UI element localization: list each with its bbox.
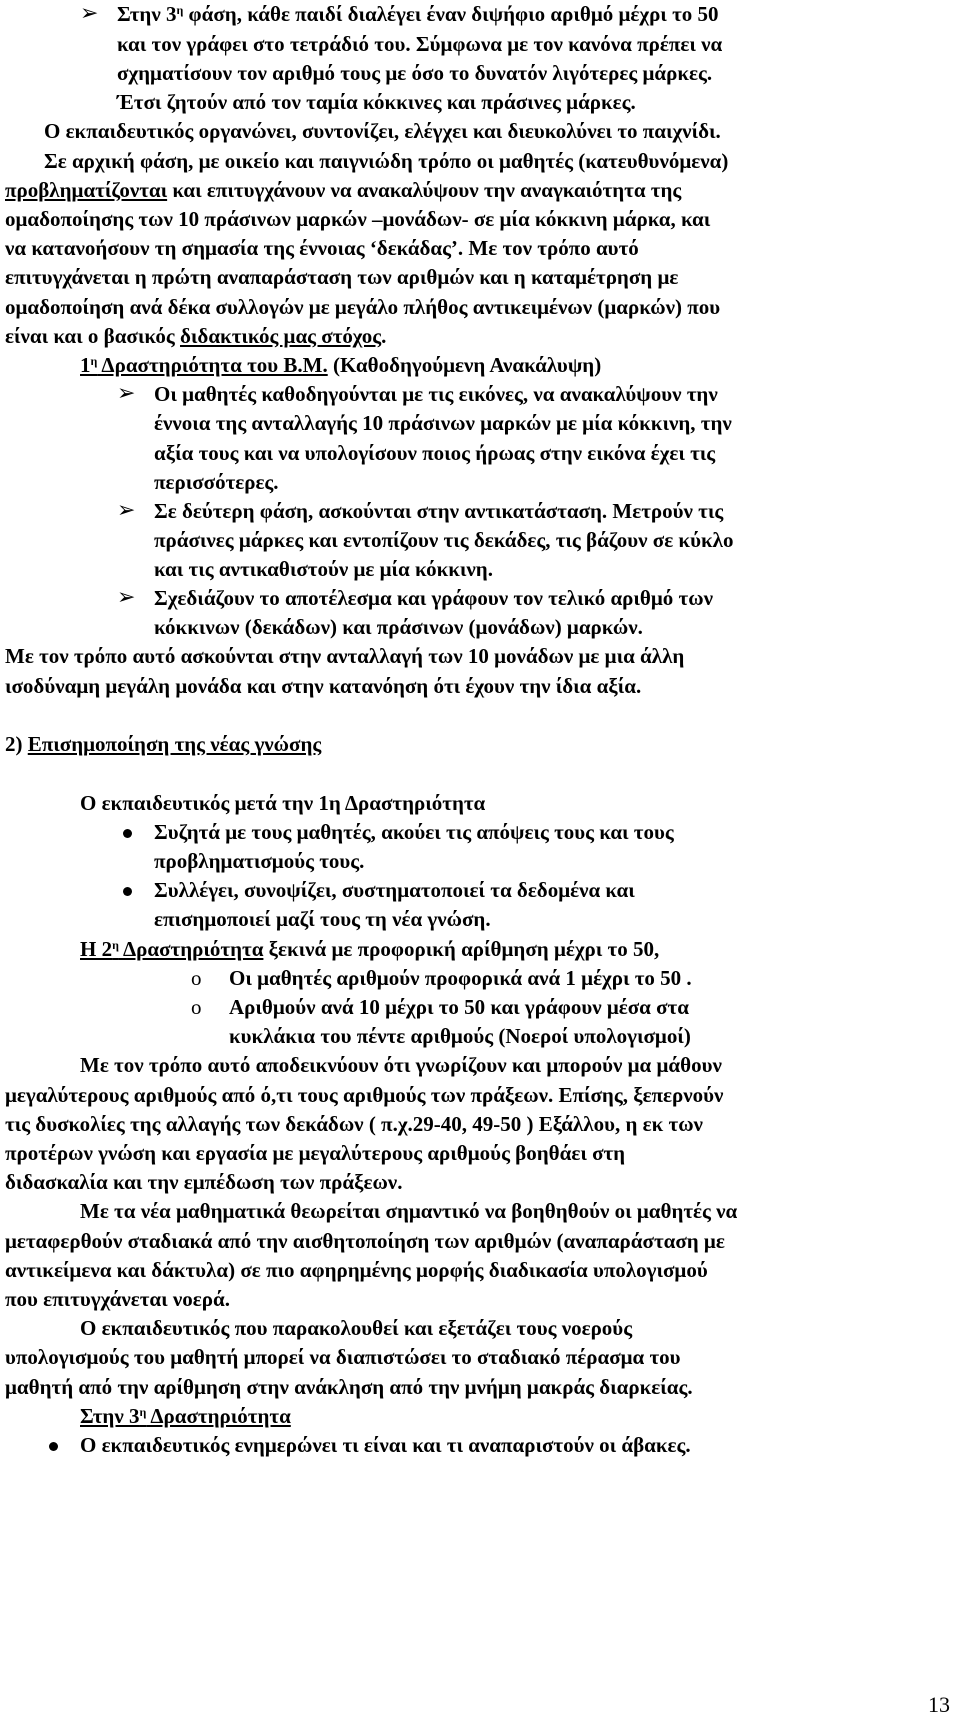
circle-bullet-icon: o [191, 995, 202, 1019]
bullet-dot-icon [123, 887, 132, 896]
arrow1-line4: περισσότερες. [154, 470, 279, 494]
dot1-line1: Συζητά με τους μαθητές, ακούει τις απόψεις τους και τους [154, 820, 674, 844]
p3-line2: ισοδύναμη μεγάλη μονάδα και στην κατανόηση ότι έχουν την ίδια αξία. [5, 674, 642, 698]
p6-line2: υπολογισμούς του μαθητή μπορεί να διαπιστώσει το σταδιακό πέρασμα του [5, 1345, 681, 1369]
underlined-word: προβληματίζονται [5, 178, 168, 202]
arrow3-line2: κόκκινων (δεκάδων) και πράσινων (μονάδων) μαρκών. [154, 615, 643, 639]
p4-line4: προτέρων γνώση και εργασία με μεγαλύτερους αριθμούς βοηθάει στη [5, 1141, 626, 1165]
teacher-role-line: Ο εκπαιδευτικός οργανώνει, συντονίζει, ελέγχει και διευκολύνει το παιχνίδι. [44, 119, 721, 143]
p3-line1: Με τον τρόπο αυτό ασκούνται στην ανταλλαγή των 10 μονάδων με μια άλλη [5, 644, 685, 668]
p2-line3: ομαδοποίησης των 10 πράσινων μαρκών –μονάδων- σε μία κόκκινη μάρκα, και [5, 207, 711, 231]
p6-line3: μαθητή από την αρίθμηση στην ανάκληση από την μνήμη μακράς διαρκείας. [5, 1375, 693, 1399]
bullet1-line2: και τον γράφει στο τετράδιό του. Σύμφωνα με τον κανόνα πρέπει να [117, 32, 723, 56]
p5-line3: αντικείμενα και δάκτυλα) σε πιο αφηρημένης μορφής διαδικασία υπολογισμού [5, 1258, 708, 1282]
p2-line6: ομαδοποίηση ανά δέκα συλλογών με μεγάλο πλήθος αντικειμένων (μαρκών) που [5, 295, 721, 319]
bullet1-line3: σχηματίσουν τον αριθμό τους με όσο το δυνατόν λιγότερες μάρκες. [117, 61, 713, 85]
p4-line1: Με τον τρόπο αυτό αποδεικνύουν ότι γνωρίζουν και μπορούν μα μάθουν [80, 1053, 722, 1077]
arrow3-line1: Σχεδιάζουν το αποτέλεσμα και γράφουν τον τελικό αριθμό των [154, 586, 713, 610]
arrow-bullet-icon: ➢ [117, 498, 136, 523]
teacher-after-heading: Ο εκπαιδευτικός μετά την 1η Δραστηριότητα [80, 791, 486, 815]
arrow-bullet-icon: ➢ [117, 585, 136, 610]
p4-line2: μεγαλύτερους αριθμούς από ό,τι τους αριθμούς των πράξεων. Επίσης, ξεπερνούν [5, 1083, 724, 1107]
p6-line1: Ο εκπαιδευτικός που παρακολουθεί και εξετάζει τους νοερούς [80, 1316, 633, 1340]
arrow1-line2: έννοια της ανταλλαγής 10 πράσινων μαρκών με μία κόκκινη, την [154, 411, 732, 435]
arrow-bullet-icon: ➢ [80, 1, 99, 26]
p5-line1: Με τα νέα μαθηματικά θεωρείται σημαντικό να βοηθηθούν οι μαθητές να [80, 1199, 738, 1223]
last-bullet-line: Ο εκπαιδευτικός ενημερώνει τι είναι και τι αναπαριστούν οι άβακες. [80, 1433, 691, 1457]
p2-line4: να κατανοήσουν τη σημασία της έννοιας ‘δεκάδας’. Με τον τρόπο αυτό [5, 236, 639, 260]
bullet1-line1: Στην $3^\eta$ φάση, κάθε παιδί διαλέγει έναν διψήφιο αριθμό μέχρι το 50 [117, 2, 719, 26]
p2-line2: προβληματίζονται και επιτυγχάνουν να ανακαλύψουν την αναγκαιότητα της [5, 178, 682, 202]
p4-line3: τις δυσκολίες της αλλαγής των δεκάδων ( π.χ.29-40, 49-50 ) Εξάλλου, η εκ των [5, 1112, 703, 1136]
dot1-line2: προβληματισμούς τους. [154, 849, 365, 873]
p5-line2: μεταφερθούν σταδιακά από την αισθητοποίηση των αριθμών (αναπαράσταση με [5, 1229, 725, 1253]
p2-line5: επιτυγχάνεται η πρώτη αναπαράσταση των αριθμών και η καταμέτρηση με [5, 265, 679, 289]
arrow2-line1: Σε δεύτερη φάση, ασκούνται στην αντικατάσταση. Μετρούν τις [154, 499, 724, 523]
arrow1-line3: αξία τους και να υπολογίσουν ποιος ήρωας στην εικόνα έχει τις [154, 441, 716, 465]
dot2-line1: Συλλέγει, συνοψίζει, συστηματοποιεί τα δεδομένα και [154, 878, 635, 902]
bullet-dot-icon [49, 1442, 58, 1451]
arrow1-line1: Οι μαθητές καθοδηγούνται με τις εικόνες, να ανακαλύψουν την [154, 382, 718, 406]
activity1-heading: $1^\eta$ Δραστηριότητα του Β.Μ. (Καθοδηγούμενη Ανακάλυψη) [80, 353, 602, 377]
bullet-dot-icon [123, 829, 132, 838]
section2-heading: 2) Επισημοποίηση της νέας γνώσης [5, 732, 322, 756]
p2-line7: είναι και ο βασικός διδακτικός μας στόχος. [5, 324, 387, 348]
p4-line5: διδασκαλία και την εμπέδωση των πράξεων. [5, 1170, 403, 1194]
p5-line4: που επιτυγχάνεται νοερά. [5, 1287, 230, 1311]
activity3-heading: Στην $3^\eta$ Δραστηριότητα [80, 1404, 291, 1428]
activity2-heading: Η $2^\eta$ Δραστηριότητα ξεκινά με προφορική αρίθμηση μέχρι το 50, [80, 937, 660, 961]
p2-line1: Σε αρχική φάση, με οικείο και παιγνιώδη τρόπο οι μαθητές (κατευθυνόμενα) [44, 149, 729, 173]
obullet2-line1: Αριθμούν ανά 10 μέχρι το 50 και γράφουν μέσα στα [229, 995, 689, 1019]
circle-bullet-icon: o [191, 966, 202, 990]
arrow2-line2: πράσινες μάρκες και εντοπίζουν τις δεκάδες, τις βάζουν σε κύκλο [154, 528, 734, 552]
arrow-bullet-icon: ➢ [117, 381, 136, 406]
bullet1-line4: Έτσι ζητούν από τον ταμία κόκκινες και πράσινες μάρκες. [117, 90, 636, 114]
obullet2-line2: κυκλάκια του πέντε αριθμούς (Νοεροί υπολογισμοί) [229, 1024, 691, 1048]
arrow2-line3: και τις αντικαθιστούν με μία κόκκινη. [154, 557, 493, 581]
page-number: 13 [928, 1692, 950, 1717]
obullet1-line1: Οι μαθητές αριθμούν προφορικά ανά 1 μέχρι το 50 . [229, 966, 692, 990]
dot2-line2: επισημοποιεί μαζί τους τη νέα γνώση. [154, 907, 491, 931]
